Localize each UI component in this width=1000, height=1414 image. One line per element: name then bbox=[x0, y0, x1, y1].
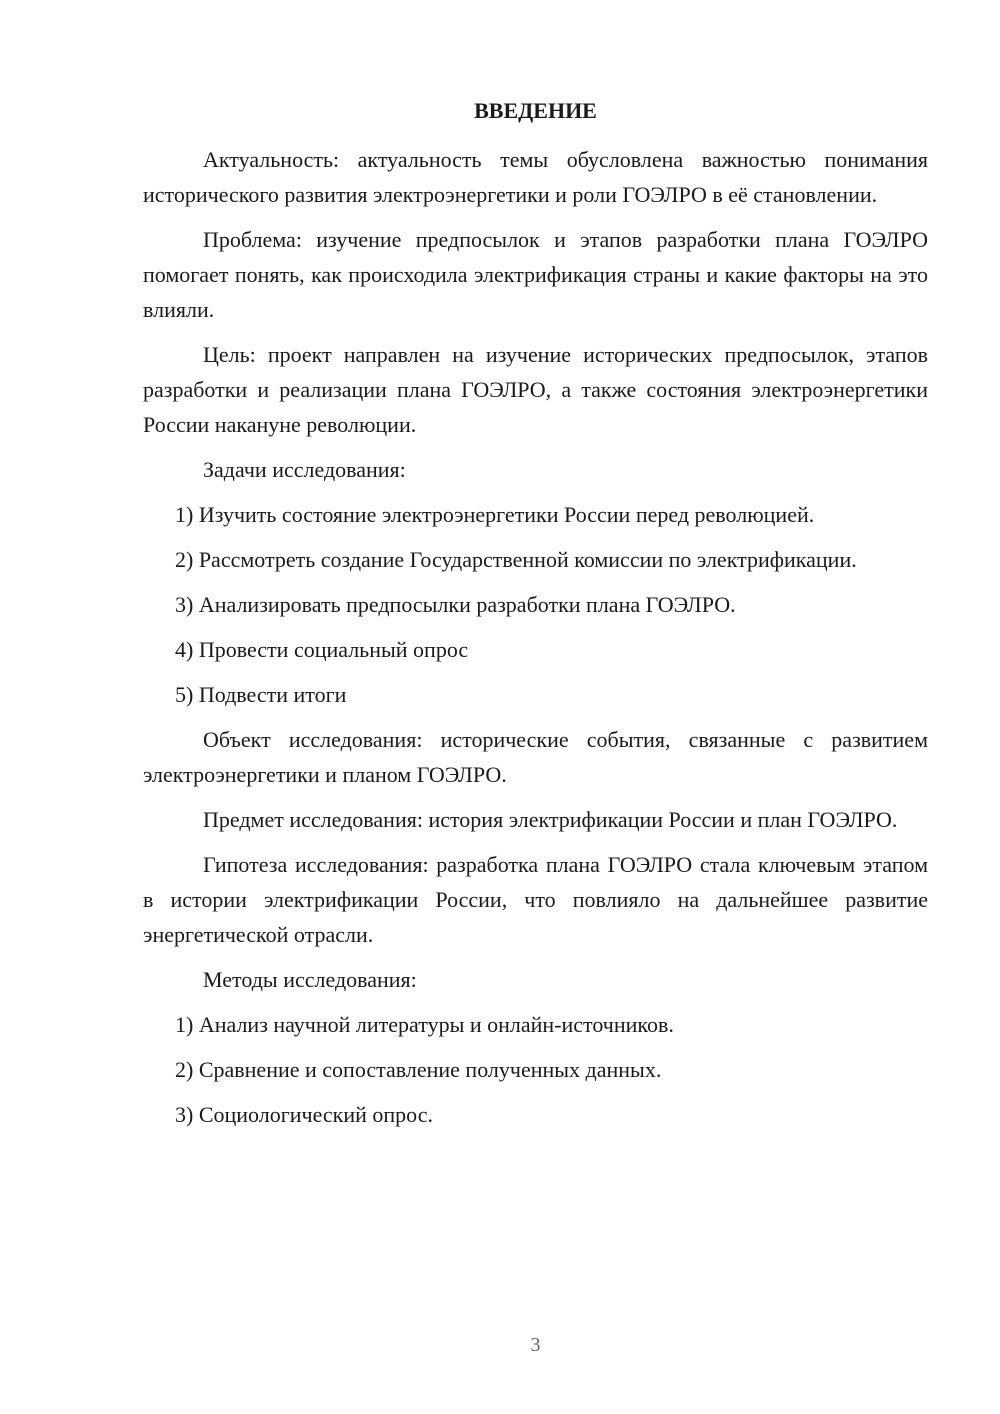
page-title: ВВЕДЕНИЕ bbox=[474, 98, 597, 123]
method-item-2: 2) Сравнение и сопоставление полученных данных. bbox=[175, 1057, 662, 1082]
task-item-3: 3) Анализировать предпосылки разработки плана ГОЭЛРО. bbox=[175, 592, 736, 617]
page-number: 3 bbox=[530, 1334, 541, 1356]
document-page bbox=[143, 0, 928, 1414]
subject-paragraph: Предмет исследования: история электрификации России и план ГОЭЛРО. bbox=[203, 807, 898, 832]
hypothesis-paragraph: Гипотеза исследования: разработка плана ГОЭЛРО стала ключевым этапом в истории электрификации России, что повлияло на дальнейшее развитие энергетической отрасли. bbox=[143, 852, 928, 947]
methods-heading: Методы исследования: bbox=[203, 967, 417, 992]
document-body bbox=[143, 142, 928, 1142]
method-item-1: 1) Анализ научной литературы и онлайн-источников. bbox=[175, 1012, 674, 1037]
method-item-3: 3) Социологический опрос. bbox=[175, 1102, 433, 1127]
problem-paragraph: Проблема: изучение предпосылок и этапов разработки плана ГОЭЛРО помогает понять, как происходила электрификация страны и какие факторы на это влияли. bbox=[143, 227, 928, 322]
task-item-5: 5) Подвести итоги bbox=[175, 682, 347, 707]
goal-paragraph: Цель: проект направлен на изучение исторических предпосылок, этапов разработки и реализации плана ГОЭЛРО, а также состояния электроэнергетики России накануне революции. bbox=[143, 342, 928, 437]
task-item-1: 1) Изучить состояние электроэнергетики России перед революцией. bbox=[175, 502, 815, 527]
tasks-heading: Задачи исследования: bbox=[203, 457, 406, 482]
object-paragraph: Объект исследования: исторические события, связанные с развитием электроэнергетики и планом ГОЭЛРО. bbox=[143, 727, 928, 787]
task-item-4: 4) Провести социальный опрос bbox=[175, 637, 469, 662]
relevance-paragraph: Актуальность: актуальность темы обусловлена важностью понимания исторического развития электроэнергетики и роли ГОЭЛРО в её становлении. bbox=[143, 147, 928, 207]
task-item-2: 2) Рассмотреть создание Государственной комиссии по электрификации. bbox=[175, 547, 857, 572]
